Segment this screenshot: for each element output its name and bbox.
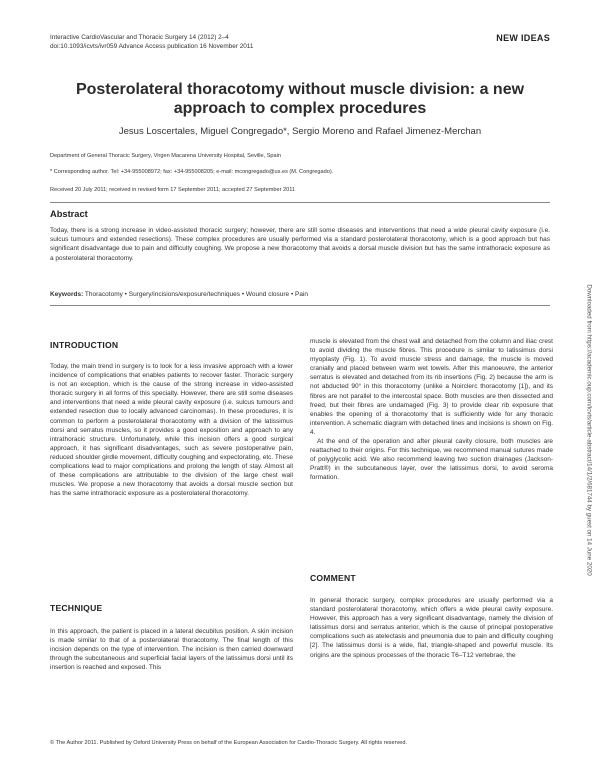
keywords-label: Keywords: bbox=[50, 291, 84, 298]
abstract-bottom-rule bbox=[50, 305, 550, 306]
abstract-heading: Abstract bbox=[50, 209, 88, 219]
article-title: Posterolateral thoracotomy without muscle division: a new approach to complex procedures bbox=[75, 81, 525, 117]
keywords-text: Thoracotomy • Surgery/incisions/exposure/techniques • Wound closure • Pain bbox=[83, 291, 309, 298]
affiliation: Department of General Thoracic Surgery, Virgen Macarena University Hospital, Seville, Spain bbox=[50, 153, 282, 159]
download-note bbox=[584, 200, 594, 660]
journal-citation: Interactive CardioVascular and Thoracic Surgery 14 (2012) 2–4 bbox=[50, 34, 229, 41]
journal-header bbox=[50, 33, 253, 52]
technique-heading: TECHNIQUE bbox=[50, 603, 103, 613]
abstract-text: Today, there is a strong increase in video-assisted thoracic surgery; however, there are still some diseases and interventions that need a wide pleural cavity exposure (i.e. sulcus tumours and extended resections). These complex procedures are usually performed via a standard posterolateral thoracotomy, which is a good approach but has significant disadvantage due to pain and difficulty coughing. We propose a new thoracotomy that avoids a dorsal muscle division but has the same intrathoracic exposure as a posterolateral thoracotomy. bbox=[50, 227, 550, 262]
technique-paragraph-continued: muscle is elevated from the chest wall and detached from the column and iliac crest to avoid dividing the muscle fibres. This procedure is similar to latissimus dorsi myoplasty (Fig. 1). To avoid muscle stress and damage, the muscle is moved cranially and placed between warm wet towels. After this manoeuvre, the anterior serratus is elevated and detached from its rib insertions (Fig. 2) because the arm is not abducted 90° in this thoracotomy (unlike a Noirclerc thoracotomy [1]), and its fibres are not parallel to the intercostal space. Both muscles are then dissected and freed, but their fibres are undamaged (Fig. 3) to provide clear rib exposure that enables the opening of a thoracotomy that is sufficiently wide for any thoracic intervention. A schematic diagram with detached lines and incisions is shown on Fig. 4. bbox=[310, 338, 553, 436]
received-dates: Received 20 July 2011; received in revised form 17 September 2011; accepted 27 September 2011 bbox=[50, 187, 296, 193]
section-label: NEW IDEAS bbox=[496, 33, 550, 43]
technique-body bbox=[50, 627, 293, 672]
technique-continued bbox=[310, 337, 553, 483]
download-note-text: Downloaded from https://academic.oup.com/icvts/article-abstract/14/1/2/681744 by guest on 14 June 2020 bbox=[585, 284, 593, 576]
technique-paragraph: In this approach, the patient is placed in a lateral decubitus position. A skin incision is made similar to that of a posterolateral thoracotomy. The final length of this incision depends on the type of intervention. The incision is then carried downward through the subcutaneous and superficial facial layers of the latissimus dorsi until its insertion is reached and exposed. This bbox=[50, 628, 293, 672]
introduction-heading: INTRODUCTION bbox=[50, 340, 119, 350]
author-list: Jesus Loscertales, Miguel Congregado*, Sergio Moreno and Rafael Jimenez-Merchan bbox=[118, 126, 482, 137]
correspondence: * Corresponding author. Tel: +34-955008972; fax: +34-955008205; e-mail: mcongregado@us.es (M. Congregado). bbox=[50, 169, 334, 175]
doi-line: doi:10.1093/icvts/ivr059 Advance Access publication 16 November 2011 bbox=[50, 43, 254, 51]
keywords bbox=[50, 291, 308, 298]
copyright-footer: © The Author 2011. Published by Oxford University Press on behalf of the European Association for Cardio-Thoracic Surgery. All rights reserved. bbox=[50, 740, 408, 746]
comment-paragraph: In general thoracic surgery, complex procedures are usually performed via a standard posterolateral thoracotomy, which offers a wide pleural cavity exposure. However, this approach has a very significant disadvantage, namely the division of latissimus dorsi and serratus anterior, which is the cause of principal postoperative complications such as atelectasis and pneumonia due to pain and difficulty coughing [2]. The latissimus dorsi is a wide, flat, triangle-shaped and powerful muscle. Its origins are the spinous processes of the thoracic T6–T12 vertebrae, the bbox=[310, 597, 553, 659]
abstract-top-rule bbox=[50, 202, 550, 203]
introduction-paragraph: Today, the main trend in surgery is to look for a less invasive approach with a lower incidence of complications that enables patients to recover faster. Thoracic surgery is not an exception, which is the cause of the strong increase in video-assisted thoracic surgery in all forms of this specialty. However, there are still some diseases and interventions that need a wide pleural cavity exposure (i.e. sulcus tumours and extended resection due to locally advanced carcinomas). In these procedures, it is common to perform a posterolateral thoracotomy with a division of the latissimus dorsi and serratus muscles, so it provides a good exposition and approach to any intrathoracic structure. Unfortunately, while this incision offers a good surgical approach, it has significant disadvantages, such as severe postoperative pain, reduced shoulder girdle movement, difficulty coughing and expectorating, etc. These complications lead to major complications and prolong the length of stay. Almost all of these complications are attributable to the division of the large chest wall muscles. We propose a new thoracotomy that avoids a dorsal muscle section but has the same intrathoracic exposure as a posterolateral thoracotomy. bbox=[50, 363, 293, 498]
comment-body bbox=[310, 596, 553, 660]
comment-heading: COMMENT bbox=[310, 573, 356, 583]
closure-paragraph: At the end of the operation and after pleural cavity closure, both muscles are reattached to their origins. For this technique, we recommend manual sutures made of polyglycolic acid. We also recommend leaving two suction drainages (Jackson-Pratt®) in the subcutaneous layer, over the latissimus dorsi, to avoid seroma formation. bbox=[310, 438, 553, 482]
introduction-body bbox=[50, 362, 293, 498]
